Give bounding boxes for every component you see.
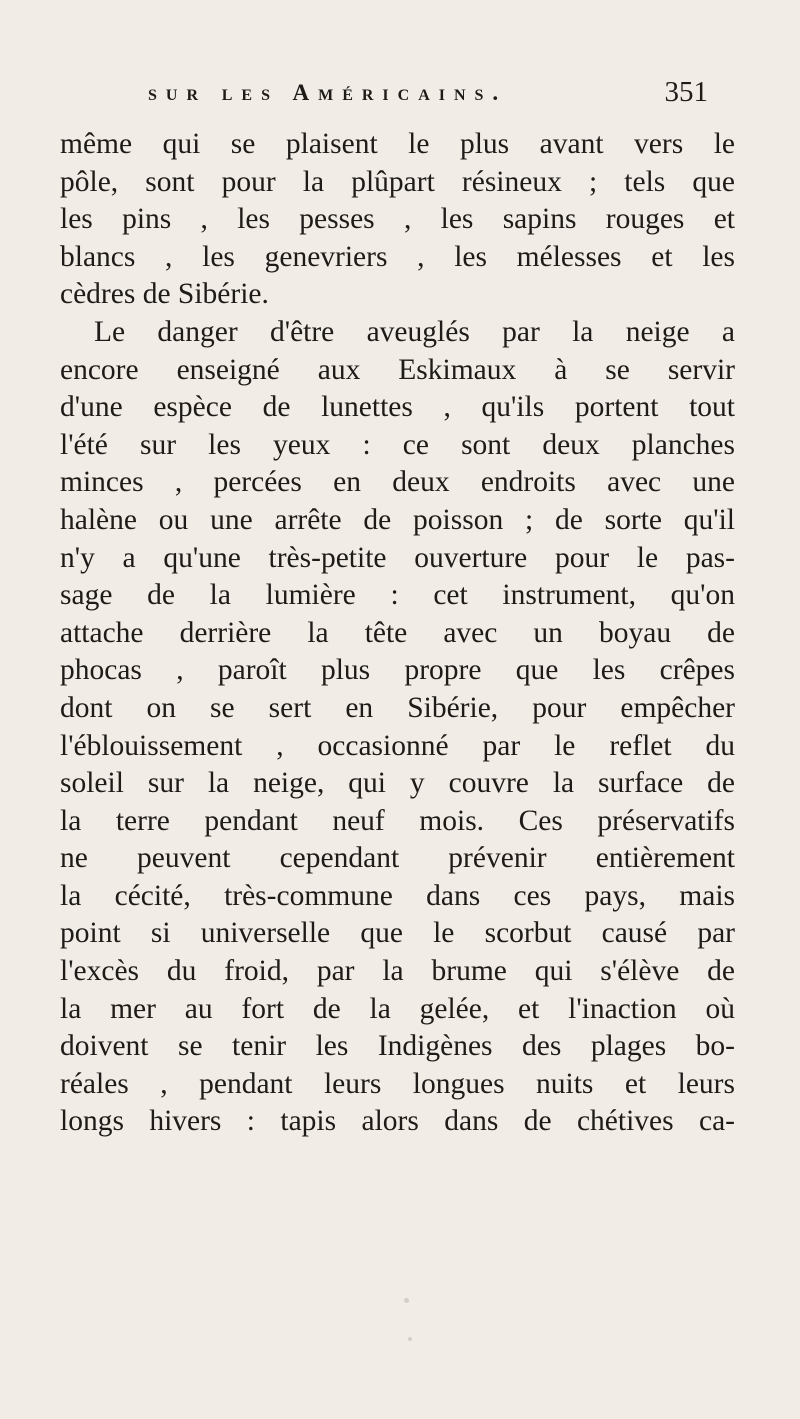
text-line: point si universelle que le scorbut causé par [60, 917, 735, 950]
text-line: la mer au fort de la gelée, et l'inaction où [60, 992, 735, 1025]
text-line: phocas , paroît plus propre que les crêpes [60, 654, 735, 687]
text-line: même qui se plaisent le plus avant vers le [60, 128, 735, 160]
text-line: l'éblouissement , occasionné par le reflet du [60, 729, 735, 762]
text-line: l'excès du froid, par la brume qui s'élève de [60, 955, 735, 988]
text-line: réales , pendant leurs longues nuits et leurs [60, 1067, 735, 1100]
text-line: l'été sur les yeux : ce sont deux planches [60, 428, 735, 461]
text-line: doivent se tenir les Indigènes des plages bo- [60, 1030, 735, 1063]
running-head [148, 74, 708, 114]
running-title: sur les Américains. [148, 80, 508, 105]
text-line: longs hivers : tapis alors dans de chétives ca- [60, 1105, 735, 1138]
text-line: blancs , les genevriers , les mélesses et les [60, 240, 735, 273]
text-line: Le danger d'être aveuglés par la neige a [94, 315, 735, 348]
text-line: les pins , les pesses , les sapins rouges et [60, 203, 735, 236]
text-line: minces , percées en deux endroits avec une [60, 466, 735, 499]
body-text [60, 126, 735, 1141]
text-line: d'une espèce de lunettes , qu'ils portent tout [60, 391, 735, 424]
paper-speck [404, 1298, 409, 1303]
page-number: 351 [664, 76, 708, 108]
text-line: ne peuvent cependant prévenir entièrement [60, 842, 735, 875]
text-line: halène ou une arrête de poisson ; de sorte qu'il [60, 503, 735, 536]
text-line: la terre pendant neuf mois. Ces préservatifs [60, 804, 735, 837]
paper-speck [408, 1337, 412, 1341]
text-line: la cécité, très-commune dans ces pays, mais [60, 879, 735, 912]
text-line: dont on se sert en Sibérie, pour empêcher [60, 691, 735, 724]
text-line: n'y a qu'une très-petite ouverture pour le pas- [60, 541, 735, 574]
text-line: cèdres de Sibérie. [60, 278, 269, 311]
text-line: attache derrière la tête avec un boyau de [60, 616, 735, 649]
text-line: sage de la lumière : cet instrument, qu'on [60, 579, 735, 612]
text-line: encore enseigné aux Eskimaux à se servir [60, 353, 735, 386]
text-line: pôle, sont pour la plûpart résineux ; tels que [60, 165, 735, 198]
text-line: soleil sur la neige, qui y couvre la surface de [60, 767, 735, 800]
